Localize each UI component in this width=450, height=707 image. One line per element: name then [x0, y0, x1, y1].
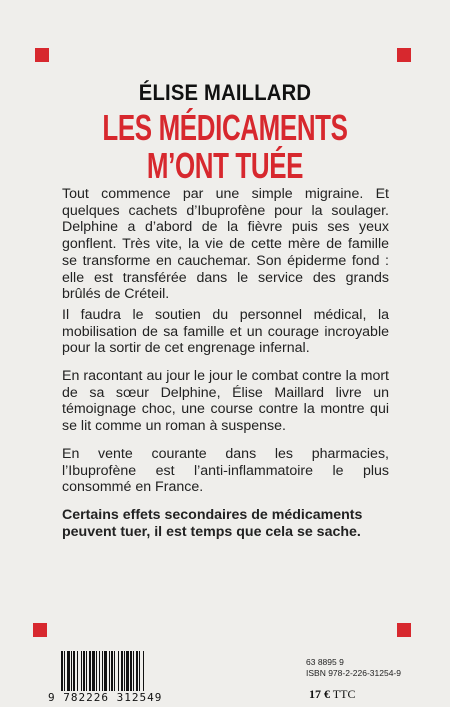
corner-mark-top-right: [397, 48, 411, 62]
barcode-bar: [92, 651, 95, 691]
barcode-bar: [124, 651, 125, 691]
blurb-paragraph-3: En racontant au jour le jour le combat contre la mort de sa sœur Delphine, Élise Maillard livre un témoignage choc, une course contre la montre qui se lit comme un roman à suspense.: [62, 368, 389, 435]
barcode-number: 9 782226 312549: [48, 691, 163, 704]
barcode-bar: [71, 651, 72, 691]
barcode-bar: [111, 651, 113, 691]
corner-mark-top-left: [35, 48, 49, 62]
barcode-bar: [81, 651, 82, 691]
barcode-bar: [136, 651, 138, 691]
corner-mark-bottom-right: [397, 623, 411, 637]
price: [309, 687, 355, 702]
price-suffix: TTC: [332, 687, 356, 701]
barcode-bar: [83, 651, 85, 691]
blurb-paragraph-4: En vente courante dans les pharmacies, l’Ibuprofène est l’anti-inflammatoire le plus consommé en France.: [62, 445, 389, 496]
barcode-bar: [77, 651, 78, 691]
barcode-bar: [114, 651, 115, 691]
barcode-bar: [109, 651, 110, 691]
barcode-bar: [61, 651, 63, 691]
author-name: ÉLISE MAILLARD: [138, 80, 312, 105]
barcode-bar: [118, 651, 119, 691]
barcode-bar: [126, 651, 129, 691]
blurb-lead-statement: Certains effets secondaires de médicaments peuvent tuer, il est temps que cela se sache.: [62, 506, 363, 540]
book-title-line-2: M’ONT TUÉE: [146, 145, 304, 186]
barcode-bar: [130, 651, 132, 691]
barcode-bar: [143, 651, 144, 691]
barcode-bar: [89, 651, 91, 691]
price-amount: 17 €: [309, 687, 330, 701]
barcode-bar: [121, 651, 123, 691]
barcode-bar: [86, 651, 87, 691]
barcode-bar: [104, 651, 107, 691]
publisher-code: 63 8895 9: [306, 657, 344, 667]
barcode-bar: [102, 651, 103, 691]
barcode-bar: [96, 651, 97, 691]
isbn-number: ISBN 978-2-226-31254-9: [306, 668, 401, 678]
barcode-bar: [99, 651, 100, 691]
barcode-bar: [64, 651, 65, 691]
barcode-bar: [139, 651, 140, 691]
blurb-text: [62, 186, 389, 551]
blurb-paragraph-1: Tout commence par une simple migraine. Et quelques cachets d’Ibuprofène pour la soulager. Delphine a d’abord de la fièvre puis ses yeux gonflent. Très vite, la vie de cette mère de famille se transforme en cauchemar. Son épiderme fond : elle est transférée dans le service des grands brûlés de Créteil.: [62, 186, 389, 303]
book-codes: [306, 657, 401, 679]
book-title-line-1: LES MÉDICAMENTS: [102, 107, 348, 148]
barcode-bar: [67, 651, 70, 691]
blurb-paragraph-2: Il faudra le soutien du personnel médical, la mobilisation de sa famille et un courage incroyable pour la sortir de cet engrenage infernal.: [62, 306, 389, 357]
barcode-bar: [133, 651, 134, 691]
corner-mark-bottom-left: [33, 623, 47, 637]
barcode-bar: [73, 651, 75, 691]
